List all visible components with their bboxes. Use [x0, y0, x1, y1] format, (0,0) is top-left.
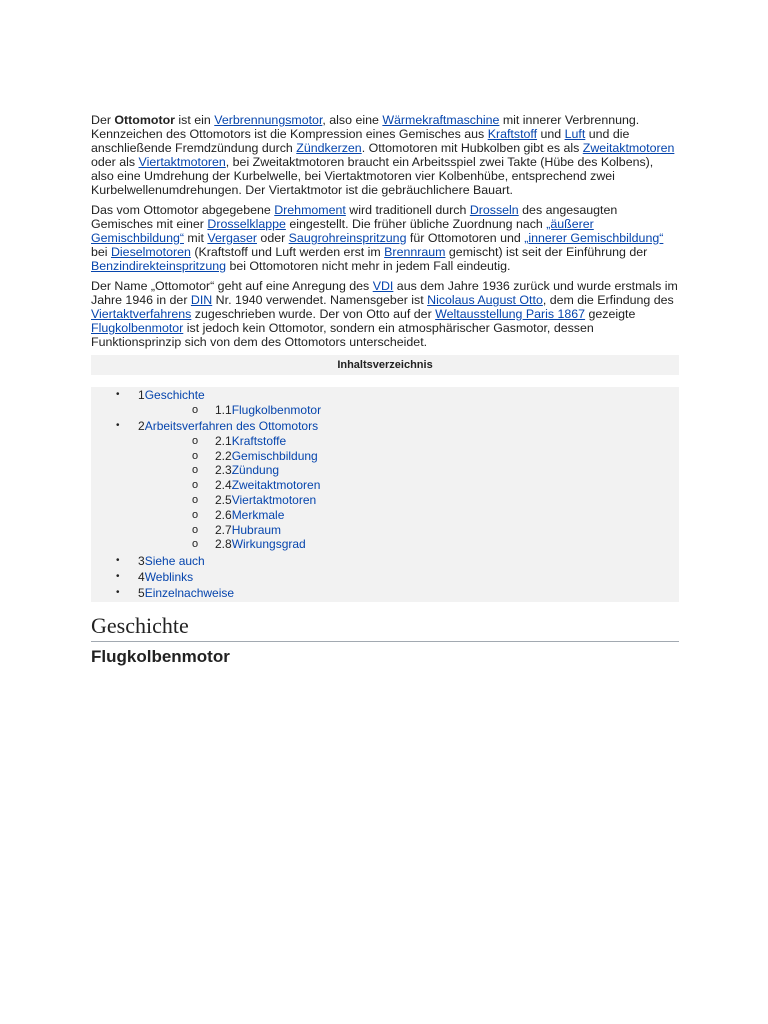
wiki-link[interactable]: Benzindirekteinspritzung	[91, 259, 226, 273]
text-run: mit innerer Verbrennung. Kennzeichen des Ottomotors ist die Kompression eines Gemisches aus	[91, 113, 640, 141]
toc-item	[91, 554, 679, 569]
paragraph	[91, 279, 679, 349]
text-run: ist ein	[174, 113, 215, 127]
subsection-heading: Flugkolbenmotor	[91, 647, 230, 667]
intro-paragraphs	[91, 113, 679, 349]
toc-number-text: 5	[138, 586, 145, 601]
toc-number-text: 2	[138, 419, 145, 434]
wiki-link[interactable]: Viertaktverfahrens	[91, 307, 192, 321]
toc-link[interactable]: Wirkungsgrad	[231, 537, 306, 552]
toc-item	[91, 434, 679, 449]
section-heading: Geschichte	[91, 612, 679, 642]
bullet-icon: •	[116, 420, 120, 432]
wiki-link[interactable]: Zweitaktmotoren	[582, 141, 675, 155]
toc-number-text: 2.8	[215, 537, 232, 552]
toc-number	[138, 388, 205, 403]
toc-link[interactable]: Einzelnachweise	[144, 586, 235, 601]
circle-bullet-icon: o	[192, 538, 199, 551]
wiki-link[interactable]: Flugkolbenmotor	[91, 321, 184, 335]
article-content	[91, 113, 679, 668]
toc-number	[138, 554, 205, 569]
toc-link[interactable]: Siehe auch	[144, 553, 205, 568]
toc-number-text: 1	[138, 388, 145, 402]
toc-number	[138, 586, 234, 601]
toc-link[interactable]: Weblinks	[144, 570, 194, 585]
toc-link[interactable]: Flugkolbenmotor	[231, 402, 322, 417]
wiki-link[interactable]: Luft	[564, 127, 586, 141]
paragraph	[91, 113, 679, 197]
text-run: Nr. 1940 verwendet. Namensgeber ist	[212, 293, 428, 307]
text-run: , dem die Erfindung des	[542, 293, 674, 307]
toc-number	[138, 419, 318, 434]
wiki-link[interactable]: „äußerer Gemischbildung“	[91, 217, 594, 245]
circle-bullet-icon: o	[192, 464, 199, 477]
toc-link[interactable]: Merkmale	[231, 507, 285, 522]
toc-number-text: 1.1	[215, 402, 232, 417]
toc-link[interactable]: Arbeitsverfahren des Ottomotors	[144, 419, 319, 434]
text-run: , also eine	[322, 113, 383, 127]
wiki-link[interactable]: Verbrennungsmotor	[214, 113, 323, 127]
toc-link[interactable]: Geschichte	[144, 388, 205, 402]
bullet-icon: •	[116, 571, 120, 583]
toc-item	[91, 463, 679, 478]
toc-number-text: 2.2	[215, 448, 232, 463]
wiki-link[interactable]: Drosseln	[469, 203, 519, 217]
toc-number	[215, 523, 281, 538]
toc-item	[91, 570, 679, 585]
toc-item	[91, 523, 679, 538]
toc-number-text: 2.5	[215, 493, 232, 508]
circle-bullet-icon: o	[192, 479, 199, 492]
circle-bullet-icon: o	[192, 523, 199, 536]
text-run: , bei Zweitaktmotoren braucht ein Arbeitsspiel zwei Takte (Hübe des Kolbens), also eine Umdrehung der Kurbelwelle, bei Viertaktmotoren vier Kolbenhübe, entsprechend zwei Kurbelwellenumdrehungen. Der Viertaktmotor ist die gebräuchlichere Bauart.	[91, 155, 654, 197]
toc-item	[91, 449, 679, 464]
toc-item	[91, 403, 679, 418]
text-run: . Ottomotoren mit Hubkolben gibt es als	[361, 141, 583, 155]
bullet-icon: •	[116, 554, 120, 566]
text-run: Das vom Ottomotor abgegebene	[91, 203, 275, 217]
toc-item	[91, 388, 679, 403]
text-run: gezeigte	[585, 307, 636, 321]
wiki-link[interactable]: Kraftstoff	[487, 127, 538, 141]
toc-number-text: 2.3	[215, 463, 232, 478]
bullet-icon: •	[116, 389, 120, 400]
wiki-link[interactable]: Dieselmotoren	[110, 245, 191, 259]
wiki-link[interactable]: Brennraum	[384, 245, 446, 259]
toc-link[interactable]: Gemischbildung	[231, 448, 318, 463]
wiki-link[interactable]: Drosselklappe	[207, 217, 286, 231]
wiki-link[interactable]: Drehmoment	[274, 203, 346, 217]
toc-item	[91, 493, 679, 508]
paragraph	[91, 203, 679, 273]
text-run: aus dem Jahre 1936 zurück und wurde erstmals im Jahre 1946 in der	[91, 279, 678, 307]
wiki-link[interactable]: VDI	[372, 279, 394, 293]
text-run: (Kraftstoff und Luft werden erst im	[190, 245, 385, 259]
wiki-link[interactable]: Wärmekraftmaschine	[382, 113, 500, 127]
toc-item	[91, 419, 679, 434]
toc-link[interactable]: Hubraum	[231, 522, 282, 537]
toc-number-text: 3	[138, 553, 145, 568]
toc-number-text: 2.4	[215, 478, 232, 493]
toc-number	[138, 570, 193, 585]
toc-item	[91, 478, 679, 493]
text-run: für Ottomotoren und	[406, 231, 525, 245]
text-run: und die anschließende Fremdzündung durch	[91, 127, 630, 155]
wiki-link[interactable]: Weltausstellung Paris 1867	[435, 307, 586, 321]
circle-bullet-icon: o	[192, 434, 199, 447]
wiki-link[interactable]: DIN	[190, 293, 213, 307]
text-run: Der	[91, 113, 115, 127]
text-run: ist jedoch kein Ottomotor, sondern ein atmosphärischer Gasmotor, dessen Funktionsprinzip sich von dem des Ottomotors unterscheidet.	[91, 321, 594, 349]
toc-title: Inhaltsverzeichnis	[91, 355, 679, 375]
text-run: des angesaugten Gemisches mit einer	[91, 203, 618, 231]
text-run: zugeschrieben wurde. Der von Otto auf der	[191, 307, 436, 321]
text-run: und	[537, 127, 565, 141]
text-run: Der Name „Ottomotor“ geht auf eine Anregung des	[91, 279, 373, 293]
wiki-link[interactable]: „innerer Gemischbildung“	[524, 231, 664, 245]
bold-term: Ottomotor	[114, 113, 175, 127]
toc-item	[91, 586, 679, 601]
toc-number	[215, 508, 284, 523]
toc-number-text: 2.1	[215, 433, 232, 448]
text-run: oder	[256, 231, 289, 245]
text-run: eingestellt. Die früher übliche Zuordnung nach	[285, 217, 547, 231]
circle-bullet-icon: o	[192, 449, 199, 462]
toc-number	[215, 434, 286, 449]
toc-link[interactable]: Zündung	[231, 463, 280, 478]
wiki-link[interactable]: Vergaser	[207, 231, 257, 245]
toc-item	[91, 508, 679, 523]
text-run: mit	[183, 231, 208, 245]
table-of-contents	[91, 387, 679, 602]
toc-number-text: 2.6	[215, 507, 232, 522]
text-run: oder als	[91, 155, 139, 169]
text-run: wird traditionell durch	[345, 203, 470, 217]
toc-link[interactable]: Kraftstoffe	[231, 433, 287, 448]
toc-number-text: 2.7	[215, 522, 232, 537]
wiki-link[interactable]: Viertaktmotoren	[138, 155, 226, 169]
toc-link[interactable]: Viertaktmotoren	[231, 493, 317, 508]
toc-number	[215, 537, 306, 552]
text-run: bei Ottomotoren nicht mehr in jedem Fall eindeutig.	[226, 259, 511, 273]
wiki-link[interactable]: Zündkerzen	[296, 141, 362, 155]
text-run: bei	[91, 245, 111, 259]
wiki-link[interactable]: Nicolaus August Otto	[427, 293, 543, 307]
toc-number	[215, 449, 318, 464]
toc-number	[215, 478, 320, 493]
circle-bullet-icon: o	[192, 403, 199, 416]
bullet-icon: •	[116, 587, 120, 599]
wiki-link[interactable]: Saugrohreinspritzung	[288, 231, 407, 245]
text-run: gemischt) ist seit der Einführung der	[445, 245, 648, 259]
toc-item	[91, 537, 679, 552]
toc-number	[215, 493, 316, 508]
toc-number	[215, 463, 279, 478]
circle-bullet-icon: o	[192, 494, 199, 507]
toc-number-text: 4	[138, 570, 145, 585]
circle-bullet-icon: o	[192, 508, 199, 521]
toc-number	[215, 403, 321, 418]
toc-link[interactable]: Zweitaktmotoren	[231, 478, 321, 493]
